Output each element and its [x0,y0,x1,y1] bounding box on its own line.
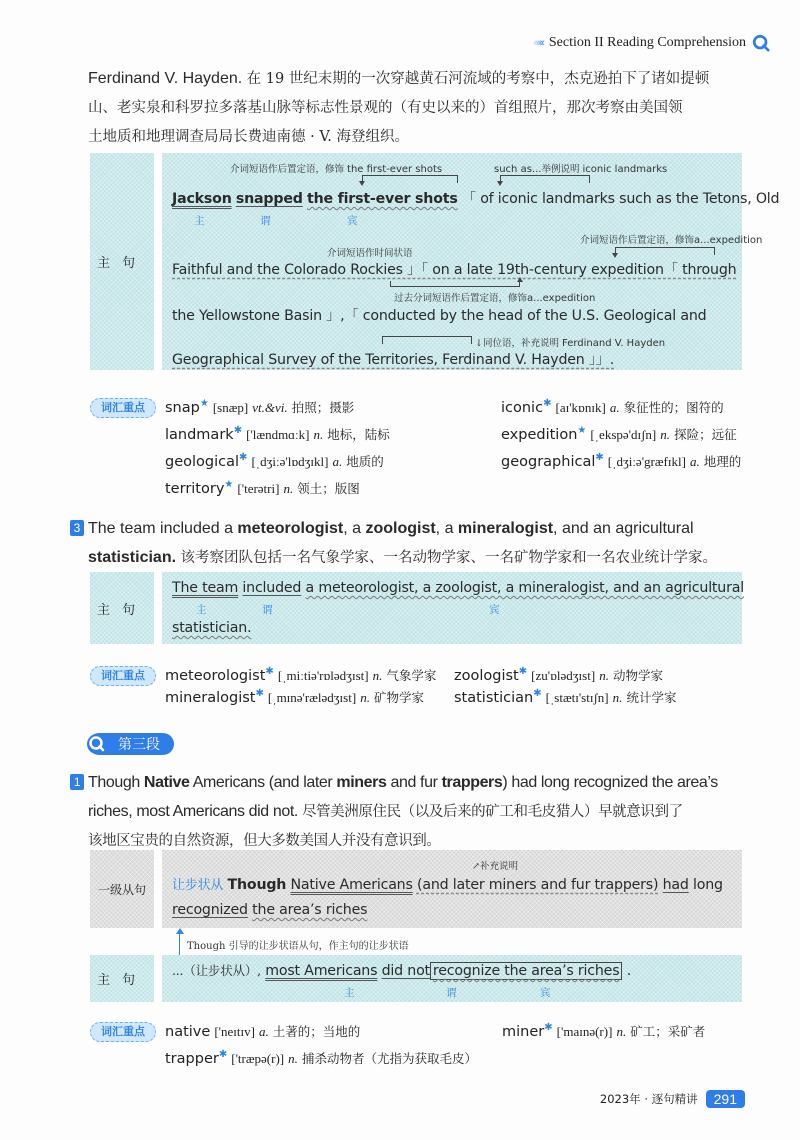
vocab-item: expedition★ [ˌekspə'dɪʃn] n. 探险；远征 [501,425,737,443]
subject-text: Native Americans [290,877,413,893]
verb-text: did not [381,963,430,979]
role-subject: 主 [344,987,355,999]
verb-text: snapped [235,191,303,207]
vocab-item: landmark✱ ['lændmɑːk] n. 地标，陆标 [165,425,390,443]
vocab-item: snap★ [snæp] vt.&vi. 拍照；摄影 [165,398,355,416]
main-line: ...（让步状从）, most Americans did not recognize the area’s riches . [172,963,632,979]
object-text: the area’s riches [252,902,368,918]
vocab-item: meteorologist✱ [ˌmiːtiə'rɒlədʒɪst] n. 气象学家 [165,666,437,684]
intro-cn-3: 土地质和地理调查局局长费迪南德 · V. 海登组织。 [88,129,409,145]
vocab-item: trapper✱ ['træpə(r)] n. 捕杀动物者（尤指为获取毛皮） [165,1049,477,1067]
vocab-item: miner✱ ['maɪnə(r)] n. 矿工；采矿者 [502,1022,706,1040]
section-heading-tag [88,733,174,755]
bracket-connector [500,175,590,183]
analysis-label-main: 主句 [90,572,154,644]
bracket-connector [390,281,520,287]
vocab-item: mineralogist✱ [ˌmɪnə'rælədʒɪst] n. 矿物学家 [165,688,424,706]
sentence-analysis-box [162,955,742,1002]
sentence-1: 1 Though Native Americans (and later miners and fur trappers) had long recognized the area’s riches, most Americans did not. 尽管美洲原住民（以及后来的矿工和毛皮猎人）早就意识到了 该地区宝贵的自然资源，但大多数美国人并没有意识到。 [70,768,760,856]
verb-aux-text: had [662,877,689,893]
intro-cn-2: 山、老实泉和科罗拉多落基山脉等标志性景观的（有史以来的）首组照片，那次考察由美国领 [88,100,683,116]
vocab-tag: 词汇重点 [90,398,156,418]
object-text: recognize the area’s riches [430,962,622,980]
bracket-connector [615,247,715,255]
subclause-analysis-box [162,850,742,928]
vocab-tag: 词汇重点 [90,1022,156,1042]
object-text: a meteorologist, a zoologist, a mineralogist, and an agricultural [305,580,744,596]
section-title: 第三段 [118,737,160,753]
connector-note: Though 引导的让步状语从句，作主句的让步状语 [187,941,409,952]
bracket-connector [362,175,458,183]
analysis-label-main [90,153,154,370]
role-verb: 谓 [446,987,457,999]
vocab-item: zoologist✱ [zu'ɒlədʒɪst] n. 动物学家 [454,666,663,684]
annotation-prep-attr: 介词短语作后置定语，修饰 the first-ever shots [230,164,443,175]
analysis-line-2: statistician. [172,620,252,636]
arrow-down-icon [612,253,618,258]
analysis-line-1 [172,580,744,596]
analysis-line-2: Faithful and the Colorado Rockies 」「 on a late 19th-century expedition「 through [172,262,737,278]
sentence-3: 3 The team included a meteorologist, a zoologist, a mineralogist, and an agricultural statistician. 该考察团队包括一名气象学家、一名动物学家、一名矿物学家和一名农业统计学家。 [70,514,750,573]
role-verb: 谓 [262,604,273,616]
bracket-connector [382,336,472,344]
role-verb: 谓 [260,215,271,227]
role-object: 宾 [347,215,358,227]
vocab-item: native ['neɪtɪv] a. 土著的；当地的 [165,1024,361,1040]
verb-text: included [242,580,302,596]
vocab-item: geographical✱ [ˌdʒiːə'græfɪkl] a. 地理的 [501,452,742,470]
label-text: 主句 [96,256,147,271]
analysis-line-4: Geographical Survey of the Territories, Ferdinand V. Hayden 」」. [172,352,615,368]
vocab-item: territory★ ['terətri] n. 领土；版图 [165,479,360,497]
vocab-tag: 词汇重点 [90,666,156,686]
section-title: Section II Reading Comprehension [548,35,746,50]
intro-en: Ferdinand V. Hayden. [88,70,243,87]
analysis-label-main: 主句 [90,955,154,1002]
intro-paragraph [88,64,748,152]
sentence-analysis-box [162,153,780,370]
annotation-past-participle: 过去分词短语作后置定语，修饰a...expedition [394,293,596,304]
subject-text: most Americans [265,963,378,979]
vocab-block-3 [90,1022,770,1072]
annotation-time-adverbial: 介词短语作时间状语 [327,248,413,259]
arrow-up-icon [517,277,523,282]
sentence-number-badge: 1 [70,774,84,790]
analysis-label-subclause: 一级从句 [90,850,154,928]
vocab-item: statistician✱ [ˌstætɪ'stɪʃn] n. 统计学家 [454,688,677,706]
vocab-block-1 [90,398,770,502]
parenthetical-text: (and later miners and fur trappers) [416,877,659,893]
role-subject: 主 [194,215,205,227]
running-header [533,34,770,52]
arrow-down-icon [359,181,365,186]
sentence-number-badge: 3 [70,520,84,536]
annotation-appositive: ↓同位语，补充说明 Ferdinand V. Hayden [475,338,666,349]
sentence-analysis-box [162,572,742,644]
book-title: 2023年 · 逐句精讲 [599,1092,698,1106]
vocab-item: geological✱ [ˌdʒiːə'lɒdʒɪkl] a. 地质的 [165,452,384,470]
annotation-prep-attr-2: 介词短语作后置定语，修饰a...expedition [580,235,763,246]
arrow-down-icon [497,181,503,186]
concession-tag: 让步状从 [172,878,224,893]
arrow-up-icon [176,928,184,934]
search-q-icon [86,733,108,755]
subclause-line-2 [172,902,367,918]
subclause-line-1: 让步状从 Though Native Americans (and later miners and fur trappers) had long [172,877,723,893]
search-q-icon [752,34,770,52]
page-footer [600,1090,745,1108]
modifier-text: 「 of iconic landmarks such as the Tetons, Old [461,191,780,207]
annotation-such-as: such as...举例说明 iconic landmarks [494,164,668,175]
intro-cn-1: 在 19 世纪末期的一次穿越黄石河流域的考察中，杰克逊拍下了诸如提顿 [246,71,710,87]
role-object: 宾 [489,604,500,616]
analysis-line-3: the Yellowstone Basin 」,「 conducted by the head of the U.S. Geological and [172,308,707,324]
vocab-block-2 [90,666,770,710]
vocab-item: iconic✱ [aɪ'kɒnɪk] a. 象征性的；图符的 [501,398,724,416]
chevrons-decoration: ‹‹‹‹‹‹ [532,37,543,49]
analysis-line-1 [172,188,779,208]
object-text: the first-ever shots [307,191,458,207]
subject-text: Jackson [172,191,232,207]
subject-text: The team [172,580,239,596]
verb-text: recognized [172,902,248,918]
role-object: 宾 [540,987,551,999]
page-number: 291 [706,1090,745,1108]
role-subject: 主 [196,604,207,616]
annotation-supplement: ↗补充说明 [472,861,518,872]
